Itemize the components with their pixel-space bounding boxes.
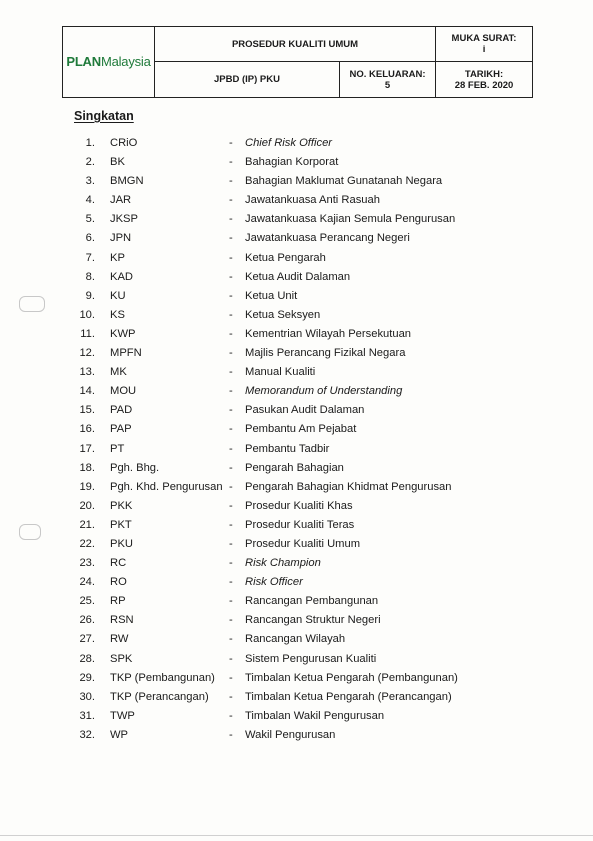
abbreviation-number: 3.: [85, 175, 95, 188]
abbreviation-number: 22.: [79, 537, 95, 550]
abbreviation-code: TWP: [110, 709, 135, 722]
abbreviation-number: 28.: [79, 652, 95, 665]
list-item: [0, 210, 593, 229]
abbreviation-number: 14.: [79, 385, 95, 398]
abbreviation-code: MK: [110, 366, 127, 379]
abbreviation-meaning: Kementrian Wilayah Persekutuan: [245, 327, 412, 340]
abbreviation-code: Pgh. Bhg.: [110, 461, 160, 474]
abbreviation-number: 13.: [79, 366, 95, 379]
abbreviation-code: WP: [110, 728, 129, 741]
abbreviation-number: 9.: [85, 289, 95, 302]
issue-cell: [340, 62, 436, 98]
abbreviation-meaning: Ketua Audit Dalaman: [245, 270, 351, 283]
abbreviation-meaning: Ketua Seksyen: [245, 308, 321, 321]
list-item: [0, 344, 593, 363]
page-number-cell: [436, 27, 533, 62]
abbreviation-number: 5.: [85, 213, 95, 226]
abbreviation-code: RW: [110, 633, 129, 646]
abbreviation-meaning: Rancangan Pembangunan: [245, 595, 379, 608]
abbreviation-code: KP: [110, 251, 125, 264]
abbreviation-meaning: Majlis Perancang Fizikal Negara: [245, 347, 406, 360]
abbreviation-separator: -: [229, 232, 233, 245]
abbreviation-meaning: Prosedur Kualiti Umum: [245, 537, 361, 550]
list-item: [0, 669, 593, 688]
abbreviation-separator: -: [229, 576, 233, 589]
list-item: [0, 535, 593, 554]
date-value: 28 FEB. 2020: [454, 79, 514, 91]
planmalaysia-logo: PLANMalaysia: [66, 53, 151, 69]
abbreviation-separator: -: [229, 366, 233, 379]
abbreviation-number: 17.: [79, 442, 95, 455]
list-item: [0, 287, 593, 306]
abbreviation-separator: -: [229, 423, 233, 436]
abbreviation-separator: -: [229, 557, 233, 570]
abbreviation-code: PKU: [110, 537, 134, 550]
doc-code: JPBD (IP) PKU: [155, 62, 340, 98]
abbreviation-list: [0, 134, 593, 745]
abbreviation-number: 21.: [79, 518, 95, 531]
abbreviation-code: CRiO: [110, 137, 138, 149]
abbreviation-number: 20.: [79, 499, 95, 512]
abbreviation-meaning: Jawatankuasa Perancang Negeri: [245, 232, 410, 245]
abbreviation-separator: -: [229, 270, 233, 283]
page-label: MUKA SURAT:: [451, 33, 517, 44]
abbreviation-code: JKSP: [110, 213, 138, 226]
abbreviation-separator: -: [229, 614, 233, 627]
list-item: [0, 363, 593, 382]
abbreviation-number: 15.: [79, 404, 95, 417]
abbreviation-meaning: Wakil Pengurusan: [245, 728, 336, 741]
abbreviation-meaning: Rancangan Struktur Negeri: [245, 614, 381, 627]
abbreviation-code: RC: [110, 557, 127, 570]
abbreviation-separator: -: [229, 633, 233, 646]
document-header: [62, 26, 533, 98]
abbreviation-separator: -: [229, 690, 233, 703]
list-item: [0, 153, 593, 172]
list-item: [0, 249, 593, 268]
abbreviation-code: KS: [110, 308, 125, 321]
abbreviation-meaning: Bahagian Korporat: [245, 156, 339, 169]
abbreviation-meaning: Bahagian Maklumat Gunatanah Negara: [245, 175, 443, 188]
abbreviation-code: KAD: [110, 270, 134, 283]
abbreviation-number: 4.: [85, 194, 95, 207]
abbreviation-separator: -: [229, 194, 233, 207]
list-item: [0, 592, 593, 611]
list-item: [0, 325, 593, 344]
date-cell: [436, 62, 533, 98]
abbreviation-meaning: Rancangan Wilayah: [245, 633, 346, 646]
abbreviation-code: SPK: [110, 652, 133, 665]
abbreviation-number: 16.: [79, 423, 95, 436]
abbreviation-meaning: Prosedur Kualiti Teras: [245, 518, 355, 531]
abbreviation-code: KU: [110, 289, 126, 302]
list-item: [0, 306, 593, 325]
abbreviation-number: 19.: [79, 480, 95, 493]
logo-cell: [63, 27, 155, 98]
abbreviation-number: 29.: [79, 671, 95, 684]
abbreviation-number: 26.: [79, 614, 95, 627]
abbreviation-code: JPN: [110, 232, 132, 245]
abbreviation-separator: -: [229, 327, 233, 340]
abbreviation-separator: -: [229, 385, 233, 398]
abbreviation-meaning: Timbalan Ketua Pengarah (Pembangunan): [245, 671, 458, 684]
abbreviation-number: 7.: [85, 251, 95, 264]
abbreviation-separator: -: [229, 537, 233, 550]
abbreviation-number: 30.: [79, 690, 95, 703]
abbreviation-separator: -: [229, 308, 233, 321]
abbreviation-number: 23.: [79, 557, 95, 570]
list-item: [0, 134, 593, 153]
abbreviation-meaning: Pengarah Bahagian: [245, 461, 344, 474]
abbreviation-code: PAD: [110, 404, 133, 417]
abbreviation-separator: -: [229, 518, 233, 531]
abbreviation-meaning: Timbalan Ketua Pengarah (Perancangan): [245, 690, 452, 703]
abbreviation-code: PKK: [110, 499, 133, 512]
abbreviation-code: TKP (Pembangunan): [110, 671, 215, 684]
abbreviation-meaning: Pengarah Bahagian Khidmat Pengurusan: [245, 480, 452, 493]
abbreviation-separator: -: [229, 347, 233, 360]
abbreviation-code: Pgh. Khd. Pengurusan: [110, 480, 223, 493]
abbreviation-separator: -: [229, 156, 233, 169]
abbreviation-separator: -: [229, 137, 233, 149]
abbreviation-code: MPFN: [110, 347, 142, 360]
abbreviation-separator: -: [229, 480, 233, 493]
abbreviation-meaning: Prosedur Kualiti Khas: [245, 499, 353, 512]
list-item: [0, 191, 593, 210]
list-item: [0, 420, 593, 439]
abbreviation-code: RSN: [110, 614, 134, 627]
date-label: TARIKH:: [464, 68, 504, 80]
abbreviation-meaning: Memorandum of Understanding: [245, 385, 403, 398]
abbreviation-number: 31.: [79, 709, 95, 722]
issue-value: 5: [384, 79, 391, 91]
list-item: [0, 611, 593, 630]
list-item: [0, 172, 593, 191]
section-title: Singkatan: [74, 109, 134, 123]
abbreviation-code: BK: [110, 156, 125, 169]
abbreviation-code: MOU: [110, 385, 137, 398]
abbreviation-code: PT: [110, 442, 125, 455]
abbreviation-separator: -: [229, 652, 233, 665]
abbreviation-meaning: Ketua Unit: [245, 289, 298, 302]
list-item: [0, 268, 593, 287]
abbreviation-code: KWP: [110, 327, 136, 340]
list-item: [0, 630, 593, 649]
list-item: [0, 382, 593, 401]
abbreviation-number: 18.: [79, 461, 95, 474]
list-item: [0, 726, 593, 745]
list-item: [0, 459, 593, 478]
abbreviation-meaning: Jawatankuasa Kajian Semula Pengurusan: [245, 213, 456, 226]
abbreviation-separator: -: [229, 213, 233, 226]
abbreviation-meaning: Pembantu Am Pejabat: [245, 423, 357, 436]
abbreviation-meaning: Risk Champion: [245, 557, 321, 570]
abbreviation-meaning: Manual Kualiti: [245, 366, 316, 379]
abbreviation-separator: -: [229, 251, 233, 264]
list-item: [0, 478, 593, 497]
abbreviation-separator: -: [229, 404, 233, 417]
abbreviation-number: 12.: [79, 347, 95, 360]
abbreviation-number: 11.: [80, 327, 95, 340]
abbreviation-separator: -: [229, 671, 233, 684]
list-item: [0, 573, 593, 592]
abbreviation-separator: -: [229, 728, 233, 741]
list-item: [0, 229, 593, 248]
abbreviation-meaning: Pembantu Tadbir: [245, 442, 330, 455]
abbreviation-code: PAP: [110, 423, 132, 436]
abbreviation-separator: -: [229, 461, 233, 474]
abbreviation-number: 27.: [79, 633, 95, 646]
page-bottom-edge: [0, 835, 593, 836]
abbreviation-number: 6.: [85, 232, 95, 245]
list-item: [0, 554, 593, 573]
abbreviation-meaning: Pasukan Audit Dalaman: [245, 404, 365, 417]
abbreviation-number: 10.: [79, 308, 95, 321]
abbreviation-meaning: Chief Risk Officer: [245, 137, 333, 149]
abbreviation-separator: -: [229, 709, 233, 722]
abbreviation-separator: -: [229, 442, 233, 455]
abbreviation-meaning: Sistem Pengurusan Kualiti: [245, 652, 377, 665]
punch-hole-mark: [19, 524, 41, 540]
abbreviation-separator: -: [229, 175, 233, 188]
abbreviation-code: RO: [110, 576, 127, 589]
list-item: [0, 650, 593, 669]
list-item: [0, 401, 593, 420]
abbreviation-number: 32.: [79, 728, 95, 741]
abbreviation-number: 1.: [85, 137, 95, 149]
list-item: [0, 707, 593, 726]
abbreviation-code: TKP (Perancangan): [110, 690, 209, 703]
page-value: i: [482, 44, 486, 55]
list-item: [0, 516, 593, 535]
abbreviation-separator: -: [229, 289, 233, 302]
abbreviation-number: 25.: [79, 595, 95, 608]
abbreviation-meaning: Jawatankuasa Anti Rasuah: [245, 194, 380, 207]
doc-type: PROSEDUR KUALITI UMUM: [155, 27, 436, 62]
punch-hole-mark: [19, 296, 45, 312]
abbreviation-code: BMGN: [110, 175, 144, 188]
abbreviation-code: JAR: [110, 194, 132, 207]
abbreviation-code: RP: [110, 595, 126, 608]
abbreviation-number: 2.: [85, 156, 95, 169]
list-item: [0, 440, 593, 459]
abbreviation-meaning: Ketua Pengarah: [245, 251, 326, 264]
list-item: [0, 688, 593, 707]
abbreviation-separator: -: [229, 499, 233, 512]
abbreviation-number: 8.: [85, 270, 95, 283]
abbreviation-meaning: Timbalan Wakil Pengurusan: [245, 709, 385, 722]
abbreviation-code: PKT: [110, 518, 132, 531]
issue-label: NO. KELUARAN:: [349, 68, 426, 80]
abbreviation-separator: -: [229, 595, 233, 608]
abbreviation-meaning: Risk Officer: [245, 576, 303, 589]
abbreviation-number: 24.: [79, 576, 95, 589]
list-item: [0, 497, 593, 516]
